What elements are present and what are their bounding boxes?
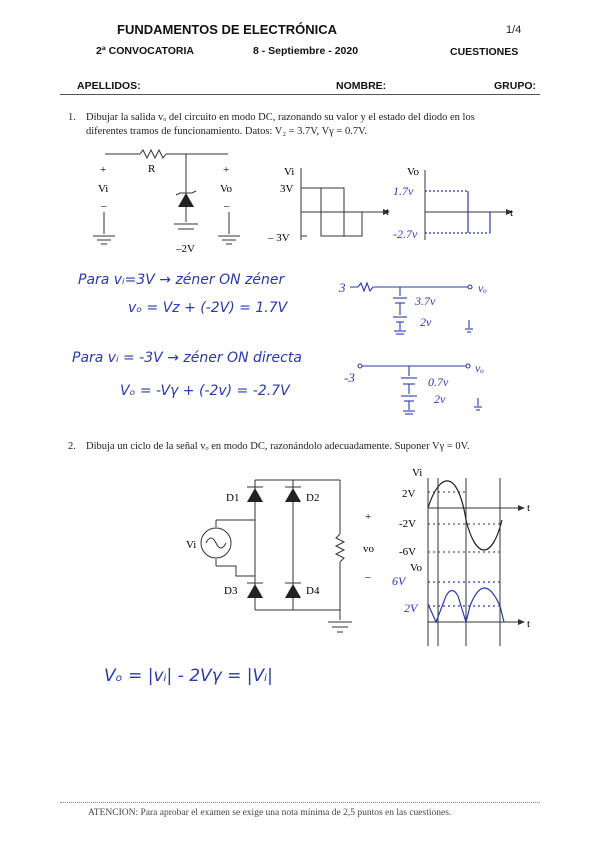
- exam-date: 8 - Septiembre - 2020: [253, 45, 359, 57]
- d4-label: D4: [306, 585, 320, 597]
- q1-out-ylabel: Vo: [407, 166, 420, 178]
- q1-hand2-bias: 2v: [434, 392, 446, 406]
- grupo-label: GRUPO:: [494, 80, 536, 92]
- q2-vi-label: Vi: [186, 539, 197, 551]
- q1-hand1-vz: 3.7v: [415, 294, 436, 308]
- q1-hand1-line1: Para vᵢ=3V → zéner ON zéner: [78, 272, 285, 288]
- q1-minus-in: –: [101, 200, 107, 212]
- q2-minus-label: –: [365, 571, 371, 583]
- q1-in-t: t: [386, 206, 390, 218]
- q1-number: 1.: [68, 112, 76, 123]
- q1-vi-label: Vi: [98, 183, 109, 195]
- q2-m2: -2V: [399, 518, 417, 530]
- q1-text-line1: Dibujar la salida vₒ del circuito en modo DC, razonando su valor y el estado del diodo en los: [86, 112, 475, 123]
- q1-in-high: 3V: [280, 183, 294, 195]
- q1-hand2-vg: 0.7v: [428, 375, 449, 389]
- q2-t1: t: [527, 502, 531, 514]
- nombre-label: NOMBRE:: [336, 80, 387, 92]
- q1-text-line2: diferentes tramos de funcionamiento. Datos: V₂ = 3.7V, Vγ = 0.7V.: [86, 126, 367, 137]
- exam-title: FUNDAMENTOS DE ELECTRÓNICA: [117, 22, 338, 37]
- section-label: CUESTIONES: [450, 46, 519, 58]
- q1-hand2-line1: Para vᵢ = -3V → zéner ON directa: [72, 350, 302, 366]
- q1-r-label: R: [148, 163, 156, 175]
- q2-p2: 2V: [404, 601, 418, 615]
- q2-text: Dibuja un ciclo de la señal vₒ en modo DC, razonándolo adecuadamente. Suponer Vγ = 0V.: [86, 441, 470, 452]
- q1-out-t: t: [510, 207, 514, 219]
- t-arrow-icon: [518, 505, 525, 511]
- q1-plus-out: +: [223, 164, 230, 176]
- q2-vo-label: vo: [363, 543, 374, 555]
- q2-p6: 6V: [392, 574, 406, 588]
- d1-label: D1: [226, 492, 240, 504]
- page-number: 1/4: [506, 24, 522, 36]
- t-arrow-icon: [518, 619, 525, 625]
- q1-bias-label: –2V: [176, 243, 195, 255]
- q1-vo-label: Vo: [220, 183, 233, 195]
- q1-hand2-src: -3: [344, 370, 355, 385]
- q2-vi-axis: Vi: [412, 467, 423, 479]
- q1-hand1-line2: vₒ = Vz + (-2V) = 1.7V: [128, 300, 288, 316]
- convocatoria: 2ª CONVOCATORIA: [96, 45, 195, 57]
- q2-m6: -6V: [399, 546, 417, 558]
- q2-plus-label: +: [365, 511, 372, 523]
- apellidos-label: APELLIDOS:: [77, 80, 141, 92]
- q1-out-low: -2.7v: [393, 227, 418, 241]
- d3-label: D3: [224, 585, 238, 597]
- footer-note: ATENCION: Para aprobar el examen se exige una nota mínima de 2,5 puntos en las cuestiones.: [88, 808, 452, 818]
- q1-hand1-src: 3: [339, 280, 346, 295]
- q2-v2: 2V: [402, 488, 416, 500]
- q2-number: 2.: [68, 441, 76, 452]
- q1-in-ylabel: Vi: [284, 166, 295, 178]
- d2-label: D2: [306, 492, 320, 504]
- q2-vo-axis: Vo: [410, 562, 423, 574]
- q1-plus-in: +: [100, 164, 107, 176]
- footer-divider: [60, 802, 540, 803]
- q1-hand2-line2: Vₒ = -Vγ + (-2v) = -2.7V: [120, 383, 290, 399]
- q2-t2: t: [527, 618, 531, 630]
- q2-hand-answer: Vₒ = |vᵢ| - 2Vγ = |Vᵢ|: [104, 666, 273, 686]
- q1-in-low: – 3V: [268, 232, 290, 244]
- q1-hand2-vo: vₒ: [475, 361, 484, 375]
- q1-minus-out: –: [224, 200, 230, 212]
- q1-out-high: 1.7v: [393, 184, 414, 198]
- q1-hand1-vo: vₒ: [478, 281, 487, 295]
- q1-hand1-bias: 2v: [420, 315, 432, 329]
